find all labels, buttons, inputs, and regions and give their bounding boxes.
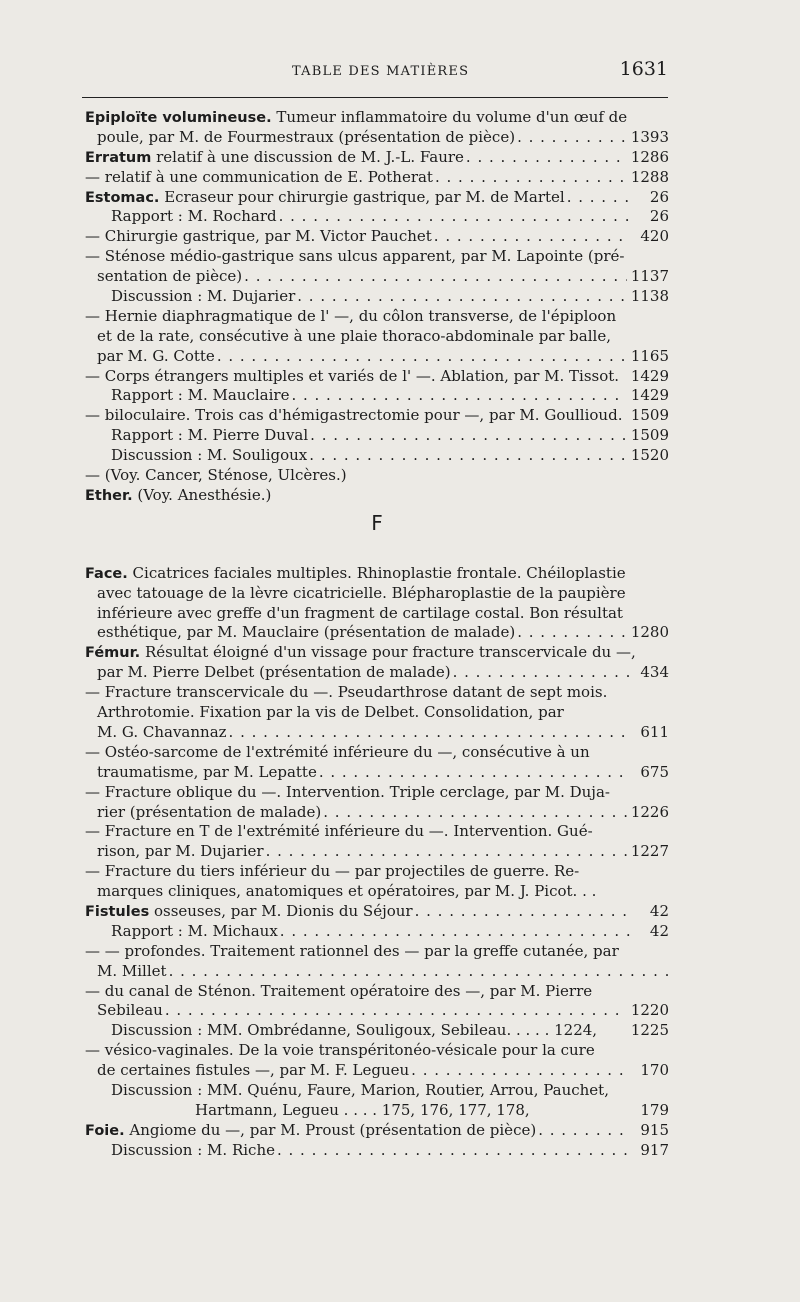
header-rule bbox=[82, 97, 668, 98]
index-line bbox=[85, 148, 669, 168]
page-reference: 1429 bbox=[630, 366, 669, 385]
index-line bbox=[85, 486, 669, 506]
entry-description: — Fracture en T de l'extrémité inférieure du —. Intervention. Gué- bbox=[85, 822, 593, 841]
entry-keyword: Fémur. bbox=[85, 645, 141, 662]
index-line bbox=[85, 623, 669, 643]
entry-text bbox=[85, 108, 669, 128]
section-e-entries bbox=[85, 108, 669, 506]
entry-description: — Fracture transcervicale du —. Pseudarthrose datant de sept mois. bbox=[85, 683, 608, 702]
entry-text bbox=[85, 1061, 409, 1081]
leader-dots bbox=[227, 723, 631, 743]
leader-dots bbox=[433, 168, 627, 188]
page-reference: 917 bbox=[640, 1140, 669, 1159]
index-line bbox=[85, 406, 669, 426]
index-line bbox=[85, 902, 669, 922]
entry-text bbox=[85, 327, 669, 347]
page-reference: 26 bbox=[649, 187, 669, 206]
entry-description: esthétique, par M. Mauclaire (présentation de malade) bbox=[97, 623, 516, 642]
page-header bbox=[82, 54, 668, 90]
entry-text bbox=[85, 882, 669, 902]
entry-description: M. G. Chavannaz bbox=[97, 722, 227, 741]
page-reference: 434 bbox=[640, 663, 669, 682]
leader-dots bbox=[515, 128, 627, 148]
entry-text bbox=[85, 247, 669, 267]
index-line bbox=[85, 1001, 669, 1021]
section-letter: F bbox=[371, 510, 383, 535]
entry-description: — Sténose médio-gastrique sans ulcus apparent, par M. Lapointe (pré- bbox=[85, 247, 625, 266]
entry-text bbox=[85, 982, 669, 1002]
index-line bbox=[85, 663, 669, 683]
entry-description: Ecraseur pour chirurgie gastrique, par M. de Martel bbox=[159, 187, 565, 206]
entry-description: Résultat éloigné d'un vissage pour fracture transcervicale du —, bbox=[140, 643, 636, 662]
entry-text bbox=[85, 962, 167, 982]
entry-text bbox=[85, 803, 321, 823]
index-line bbox=[85, 168, 669, 188]
entry-description: Cicatrices faciales multiples. Rhinoplastie frontale. Chéiloplastie bbox=[127, 563, 626, 582]
leader-dots bbox=[409, 1061, 631, 1081]
page-reference: 1137 bbox=[630, 267, 669, 286]
entry-text bbox=[85, 1141, 275, 1161]
entry-text bbox=[85, 1101, 530, 1121]
page-number: 1631 bbox=[619, 58, 668, 80]
leader-dots bbox=[264, 842, 627, 862]
leader-dots bbox=[289, 386, 626, 406]
index-line bbox=[85, 1101, 669, 1121]
page-reference: 1225 bbox=[630, 1021, 669, 1040]
entry-text bbox=[85, 703, 669, 723]
entry-text bbox=[85, 1081, 669, 1101]
entry-text bbox=[85, 307, 669, 327]
index-line bbox=[85, 604, 669, 624]
entry-text bbox=[85, 227, 432, 247]
index-line bbox=[85, 287, 669, 307]
entry-text bbox=[85, 564, 669, 584]
page-reference: 1280 bbox=[630, 623, 669, 642]
entry-text bbox=[85, 406, 622, 426]
entry-description: Rapport : M. Mauclaire bbox=[111, 386, 290, 405]
entry-description: — Fracture oblique du —. Intervention. Triple cerclage, par M. Duja- bbox=[85, 782, 610, 801]
entry-text bbox=[85, 287, 295, 307]
leader-dots bbox=[307, 446, 627, 466]
index-line bbox=[85, 763, 669, 783]
index-line bbox=[85, 128, 669, 148]
index-line bbox=[85, 564, 669, 584]
page-reference: 1165 bbox=[630, 346, 669, 365]
leader-dots bbox=[308, 426, 627, 446]
entry-text bbox=[85, 486, 669, 506]
entry-text bbox=[85, 643, 669, 663]
section-divider bbox=[85, 506, 669, 544]
entry-description: M. Millet bbox=[97, 961, 167, 980]
entry-text bbox=[85, 168, 433, 188]
entry-text bbox=[85, 1041, 669, 1061]
entry-description: — — profondes. Traitement rationnel des — par la greffe cutanée, par bbox=[85, 941, 619, 960]
entry-text bbox=[85, 922, 278, 942]
entry-keyword: Estomac. bbox=[85, 189, 160, 206]
entry-text bbox=[85, 347, 215, 367]
index-line bbox=[85, 882, 669, 902]
entry-description: avec tatouage de la lèvre cicatricielle. Blépharoplastie de la paupière bbox=[97, 583, 626, 602]
leader-dots bbox=[215, 347, 627, 367]
leader-dots bbox=[295, 287, 627, 307]
entry-description: — du canal de Sténon. Traitement opératoire des —, par M. Pierre bbox=[85, 981, 593, 1000]
entry-text bbox=[85, 842, 264, 862]
index-line bbox=[85, 743, 669, 763]
index-line bbox=[85, 108, 669, 128]
index-line bbox=[85, 683, 669, 703]
entry-description: Rapport : M. Pierre Duval bbox=[111, 426, 309, 445]
entry-text bbox=[85, 426, 308, 446]
entry-text bbox=[85, 128, 515, 148]
page-reference: 1227 bbox=[630, 842, 669, 861]
entry-text bbox=[85, 207, 277, 227]
page-reference: 611 bbox=[640, 722, 669, 741]
index-line bbox=[85, 1081, 669, 1101]
index-line bbox=[85, 822, 669, 842]
entry-text bbox=[85, 822, 669, 842]
entry-text bbox=[85, 623, 515, 643]
index-line bbox=[85, 1041, 669, 1061]
entry-text bbox=[85, 604, 669, 624]
entry-keyword: Ether. bbox=[85, 487, 133, 504]
entry-text bbox=[85, 1121, 536, 1141]
entry-text bbox=[85, 783, 669, 803]
entry-description: rison, par M. Dujarier bbox=[97, 842, 264, 861]
entry-description: marques cliniques, anatomiques et opératoires, par M. J. Picot. . . bbox=[97, 882, 597, 901]
leader-dots bbox=[317, 763, 631, 783]
entry-description: sentation de pièce) bbox=[97, 267, 243, 286]
entry-description: Discussion : MM. Quénu, Faure, Marion, Routier, Arrou, Pauchet, bbox=[111, 1080, 609, 1099]
entry-description: osseuses, par M. Dionis du Séjour bbox=[149, 901, 413, 920]
leader-dots bbox=[167, 962, 669, 982]
leader-dots bbox=[565, 188, 631, 208]
running-title: TABLE DES MATIÈRES bbox=[292, 64, 470, 79]
index-line bbox=[85, 584, 669, 604]
entry-description: Arthrotomie. Fixation par la vis de Delbet. Consolidation, par bbox=[97, 703, 564, 722]
entry-description: — Hernie diaphragmatique de l' —, du côlon transverse, de l'épiploon bbox=[85, 306, 617, 325]
entry-text bbox=[85, 763, 317, 783]
entry-keyword: Fistules bbox=[85, 903, 150, 920]
index-line bbox=[85, 723, 669, 743]
index-line bbox=[85, 803, 669, 823]
entry-text bbox=[85, 942, 669, 962]
entry-description: Discussion : M. Souligoux bbox=[111, 446, 308, 465]
page-reference: 170 bbox=[640, 1061, 669, 1080]
entry-text bbox=[85, 862, 669, 882]
index-line bbox=[85, 347, 669, 367]
entry-text bbox=[85, 584, 669, 604]
entry-text bbox=[85, 683, 669, 703]
entry-text bbox=[85, 386, 289, 406]
entry-description: Discussion : M. Riche bbox=[111, 1140, 275, 1159]
page-reference: 1226 bbox=[630, 802, 669, 821]
leader-dots bbox=[432, 227, 631, 247]
index-line bbox=[85, 227, 669, 247]
index-line bbox=[85, 247, 669, 267]
index-line bbox=[85, 942, 669, 962]
entry-description: traumatisme, par M. Lepatte bbox=[97, 762, 317, 781]
entry-description: (Voy. Anesthésie.) bbox=[132, 485, 272, 504]
index-line bbox=[85, 643, 669, 663]
page-reference: 1520 bbox=[630, 446, 669, 465]
page-reference: 1288 bbox=[630, 167, 669, 186]
entry-text bbox=[85, 367, 619, 387]
index-body bbox=[85, 108, 669, 1161]
entry-description: Hartmann, Legueu . . . . 175, 176, 177, 178, bbox=[195, 1100, 530, 1119]
entry-description: poule, par M. de Fourmestraux (présentation de pièce) bbox=[97, 127, 516, 146]
entry-description: rier (présentation de malade) bbox=[97, 802, 322, 821]
entry-description: Tumeur inflammatoire du volume d'un œuf de bbox=[271, 108, 628, 126]
entry-text bbox=[85, 1021, 597, 1041]
section-f-entries bbox=[85, 564, 669, 1161]
index-line bbox=[85, 446, 669, 466]
leader-dots bbox=[321, 803, 627, 823]
entry-description: — Chirurgie gastrique, par M. Victor Pauchet bbox=[85, 227, 432, 246]
index-line bbox=[85, 1141, 669, 1161]
entry-description: — biloculaire. Trois cas d'hémigastrectomie pour —, par M. Goullioud. bbox=[85, 406, 623, 425]
entry-description: de certaines fistules —, par M. F. Legueu bbox=[97, 1061, 410, 1080]
entry-description: inférieure avec greffe d'un fragment de cartilage costal. Bon résultat bbox=[97, 603, 623, 622]
leader-dots bbox=[242, 267, 627, 287]
entry-description: relatif à une discussion de M. J.-L. Faure bbox=[151, 147, 464, 166]
index-line bbox=[85, 1121, 669, 1141]
entry-text bbox=[85, 902, 413, 922]
leader-dots bbox=[464, 148, 627, 168]
leader-dots bbox=[275, 1141, 631, 1161]
index-line bbox=[85, 703, 669, 723]
entry-description: Rapport : M. Rochard bbox=[111, 207, 277, 226]
entry-description: Discussion : MM. Ombrédanne, Souligoux, Sebileau. . . . . 1224, bbox=[111, 1021, 598, 1040]
index-line bbox=[85, 426, 669, 446]
page-reference: 1509 bbox=[630, 406, 669, 425]
entry-description: — vésico-vaginales. De la voie transpéritonéo-vésicale pour la cure bbox=[85, 1041, 595, 1060]
index-line bbox=[85, 207, 669, 227]
index-line bbox=[85, 962, 669, 982]
leader-dots bbox=[515, 623, 627, 643]
entry-keyword: Foie. bbox=[85, 1122, 125, 1139]
entry-description: Sebileau bbox=[97, 1001, 163, 1020]
page-reference: 1429 bbox=[630, 386, 669, 405]
entry-text bbox=[85, 723, 227, 743]
entry-text bbox=[85, 743, 669, 763]
leader-dots bbox=[277, 207, 631, 227]
entry-text bbox=[85, 663, 451, 683]
entry-description: — (Voy. Cancer, Sténose, Ulcères.) bbox=[85, 466, 347, 485]
page-reference: 420 bbox=[640, 227, 669, 246]
index-line bbox=[85, 267, 669, 287]
entry-description: et de la rate, consécutive à une plaie thoraco-abdominale par balle, bbox=[97, 326, 611, 345]
page-reference: 179 bbox=[640, 1100, 669, 1119]
index-line bbox=[85, 327, 669, 347]
index-line bbox=[85, 307, 669, 327]
leader-dots bbox=[413, 902, 631, 922]
entry-keyword: Erratum bbox=[85, 149, 152, 166]
entry-text bbox=[85, 466, 669, 486]
entry-description: — Ostéo-sarcome de l'extrémité inférieure du —, consécutive à un bbox=[85, 742, 590, 761]
entry-text bbox=[85, 188, 565, 208]
page-reference: 1286 bbox=[630, 147, 669, 166]
page-reference: 1509 bbox=[630, 426, 669, 445]
index-line bbox=[85, 1021, 669, 1041]
entry-description: Discussion : M. Dujarier bbox=[111, 287, 296, 306]
page-reference: 42 bbox=[649, 901, 669, 920]
leader-dots bbox=[278, 922, 631, 942]
entry-description: — relatif à une communication de E. Potherat bbox=[85, 167, 433, 186]
leader-dots bbox=[536, 1121, 631, 1141]
page-reference: 1393 bbox=[630, 127, 669, 146]
index-line bbox=[85, 386, 669, 406]
index-line bbox=[85, 188, 669, 208]
index-line bbox=[85, 922, 669, 942]
index-line bbox=[85, 367, 669, 387]
entry-text bbox=[85, 148, 464, 168]
entry-description: — Corps étrangers multiples et variés de l' —. Ablation, par M. Tissot. bbox=[85, 366, 620, 385]
entry-description: — Fracture du tiers inférieur du — par projectiles de guerre. Re- bbox=[85, 862, 580, 881]
entry-text bbox=[85, 267, 242, 287]
page-reference: 42 bbox=[649, 921, 669, 940]
index-line bbox=[85, 862, 669, 882]
entry-description: par M. Pierre Delbet (présentation de malade) bbox=[97, 663, 451, 682]
leader-dots bbox=[163, 1001, 627, 1021]
page-reference: 675 bbox=[640, 762, 669, 781]
page-reference: 1138 bbox=[630, 287, 669, 306]
entry-keyword: Epiploïte volumineuse. bbox=[85, 110, 272, 126]
index-line bbox=[85, 783, 669, 803]
entry-description: Rapport : M. Michaux bbox=[111, 921, 278, 940]
page-reference: 26 bbox=[649, 207, 669, 226]
index-line bbox=[85, 466, 669, 486]
entry-keyword: Face. bbox=[85, 565, 128, 582]
index-line bbox=[85, 842, 669, 862]
leader-dots bbox=[451, 663, 631, 683]
entry-description: par M. G. Cotte bbox=[97, 346, 215, 365]
entry-text bbox=[85, 446, 307, 466]
index-line bbox=[85, 1061, 669, 1081]
index-line bbox=[85, 982, 669, 1002]
entry-description: Angiome du —, par M. Proust (présentation de pièce) bbox=[124, 1120, 537, 1139]
page-reference: 915 bbox=[640, 1120, 669, 1139]
page-reference: 1220 bbox=[630, 1001, 669, 1020]
entry-text bbox=[85, 1001, 163, 1021]
